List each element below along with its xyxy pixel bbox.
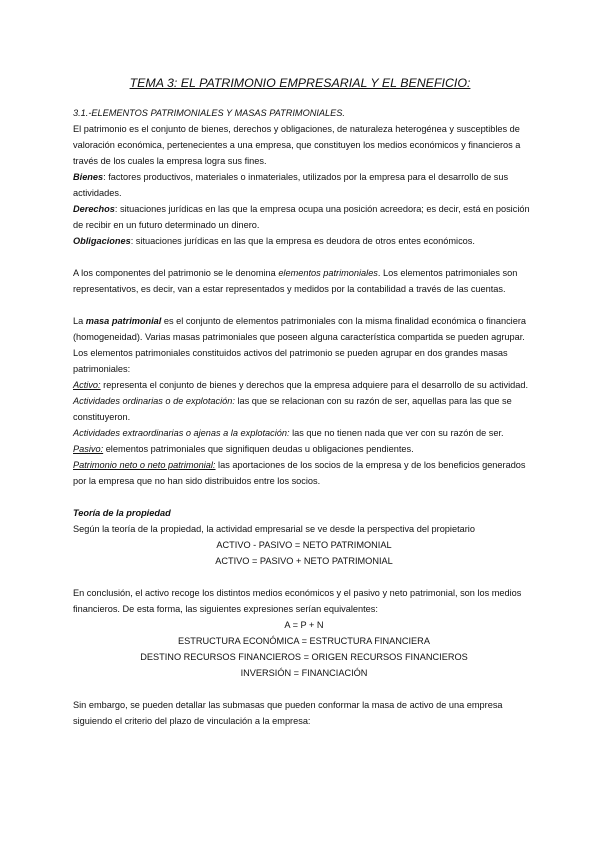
term-masa-patrimonial: masa patrimonial [85,316,162,326]
equation-2: ACTIVO = PASIVO + NETO PATRIMONIAL [215,556,393,566]
text-run: es el conjunto de elementos patrimoniales con la misma finalidad económica o financiera (homogeneidad). Varias masas patrimoniales que poseen alguna característica compartida se pueden agrupar. Los elementos patrimoniales constituidos activos del patrimonio se pueden agrupar en dos grandes masas patrimoniales: [73,316,526,374]
definition-text: las que no tienen nada que ver con su razón de ser. [289,428,504,438]
term-derechos: Derechos [73,204,115,214]
subheading-teoria-propiedad: Teoría de la propiedad [73,508,171,518]
paragraph-masa [73,313,535,377]
term-activo: Activo: [73,380,101,390]
definition-text: elementos patrimoniales que signifiquen deudas u obligaciones pendientes. [103,444,414,454]
equation-3: A = P + N [284,620,324,630]
term-obligaciones: Obligaciones [73,236,131,246]
page-title: TEMA 3: EL PATRIMONIO EMPRESARIAL Y EL BENEFICIO: [129,76,471,90]
paragraph-elementos [73,265,535,297]
paragraph-submasas: Sin embargo, se pueden detallar las submasas que pueden conformar la masa de activo de una empresa siguiendo el criterio del plazo de vinculación a la empresa: [73,700,503,726]
definition-pasivo [73,441,535,457]
paragraph-conclusion: En conclusión, el activo recoge los distintos medios económicos y el pasivo y neto patrimonial, son los medios financieros. De esta forma, las siguientes expresiones serían equivalentes: [73,588,522,614]
equation-1: ACTIVO - PASIVO = NETO PATRIMONIAL [216,540,392,550]
equation-4: ESTRUCTURA ECONÓMICA = ESTRUCTURA FINANCIERA [178,636,430,646]
definition-obligaciones [73,233,535,249]
definition-activo [73,377,535,393]
term-patrimonio-neto: Patrimonio neto o neto patrimonial: [73,460,216,470]
term-elementos-patrimoniales: elementos patrimoniales [278,268,378,278]
definition-text: representa el conjunto de bienes y derechos que la empresa adquiere para el desarrollo de su actividad. [100,380,529,390]
definition-actividades-ordinarias [73,393,535,425]
text-run: . Los elementos patrimoniales son representativos, es decir, van a estar representados y medidos por la contabilidad a través de las cuentas. [73,268,518,294]
definition-text: : situaciones jurídicas en las que la empresa ocupa una posición acreedora; es decir, está en posición de recibir en un futuro determinado un dinero. [73,204,530,230]
paragraph-patrimonio: El patrimonio es el conjunto de bienes, derechos y obligaciones, de naturaleza heterogénea y susceptibles de valoración económica, pertenecientes a una empresa, que constituyen los medios económicos y financieros a través de los cuales la empresa logra sus fines. [73,124,521,166]
definition-actividades-extraordinarias [73,425,535,441]
definition-text: : factores productivos, materiales o inmateriales, utilizados por la empresa para el desarrollo de sus actividades. [73,172,509,198]
term-actividades-ordinarias: Actividades ordinarias o de explotación: [73,396,235,406]
text-run: A los componentes del patrimonio se le denomina [73,268,279,278]
definition-patrimonio-neto [73,457,535,489]
term-actividades-extraordinarias: Actividades extraordinarias o ajenas a la explotación: [73,428,290,438]
equation-5: DESTINO RECURSOS FINANCIEROS = ORIGEN RECURSOS FINANCIEROS [140,652,468,662]
definition-text: : situaciones jurídicas en las que la empresa es deudora de otros entes económicos. [130,236,475,246]
definition-bienes [73,169,535,201]
definition-text: las aportaciones de los socios de la empresa y de los beneficios generados por la empresa que no han sido distribuidos entre los socios. [73,460,526,486]
definition-derechos [73,201,535,233]
section-heading: 3.1.-ELEMENTOS PATRIMONIALES Y MASAS PATRIMONIALES. [73,108,345,118]
paragraph-teoria: Según la teoría de la propiedad, la actividad empresarial se ve desde la perspectiva del propietario [73,524,475,534]
document-body [73,105,535,729]
term-pasivo: Pasivo: [73,444,104,454]
definition-text: las que se relacionan con su razón de ser, aquellas para las que se constituyeron. [73,396,512,422]
text-run: La [73,316,86,326]
term-bienes: Bienes [73,172,104,182]
equation-6: INVERSIÓN = FINANCIACIÓN [240,668,368,678]
